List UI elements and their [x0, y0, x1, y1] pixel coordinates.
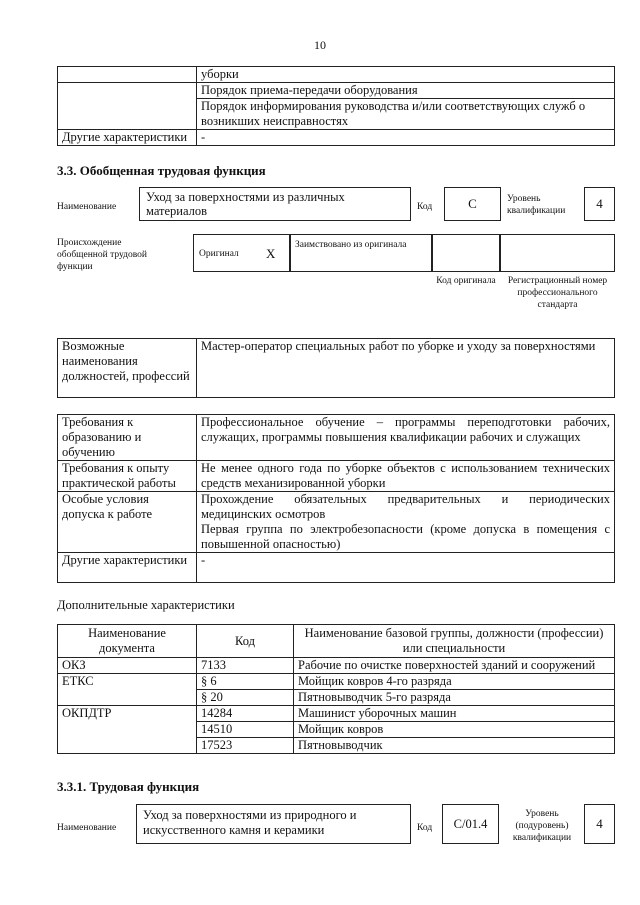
- table-row: [58, 130, 615, 146]
- name-value-box: [139, 187, 411, 221]
- table-cell-value: [197, 415, 615, 461]
- origin-label: Происхождение обобщенной трудовой функции: [57, 238, 147, 272]
- borrowed-box: [290, 234, 432, 272]
- name-value-box: [136, 804, 411, 844]
- original-box: [193, 234, 290, 272]
- table-header-row: [58, 625, 615, 658]
- table-cell-label: Другие характеристики: [58, 553, 197, 583]
- reg-number-caption: Регистрационный номер профессионального стандарта: [507, 276, 608, 310]
- code-original-caption: Код оригинала: [436, 276, 496, 286]
- additional-table: [57, 624, 615, 754]
- table-cell-name: Машинист уборочных машин: [294, 706, 615, 722]
- positions-table: [57, 338, 615, 398]
- text-line: возникших неисправностях: [201, 114, 349, 128]
- table-cell-doc: ОКПДТР: [58, 706, 197, 722]
- additional-heading: Дополнительные характеристики: [57, 598, 235, 612]
- text-line: Не менее одного года по уборке объектов с использованием технических: [201, 461, 610, 475]
- table-cell-doc: [58, 738, 197, 754]
- table-cell-code: § 6: [197, 674, 294, 690]
- name-value: Уход за поверхностями из природного и искусственного камня и керамики: [143, 808, 357, 837]
- table-row: [58, 706, 615, 722]
- text-line: Прохождение обязательных предварительных и периодических: [201, 492, 610, 506]
- table-cell-code: 14284: [197, 706, 294, 722]
- table-cell-value: [197, 492, 615, 553]
- page-number: 10: [314, 38, 326, 52]
- level-value: 4: [584, 187, 615, 221]
- table-cell-doc: ЕТКС: [58, 674, 197, 690]
- table-cell-value: -: [197, 553, 615, 583]
- table-row: [58, 722, 615, 738]
- requirements-table: [57, 414, 615, 583]
- section-heading: 3.3.1. Трудовая функция: [57, 779, 200, 794]
- level-label: Уровень (подуровень) квалификации: [512, 809, 572, 843]
- table-row: [58, 674, 615, 690]
- text-line: повышенной опасностью): [201, 537, 341, 551]
- text-line: служащих, программы повышения квалификации рабочих и служащих: [201, 430, 581, 444]
- table-row: [58, 738, 615, 754]
- table-row: [58, 415, 615, 461]
- table-cell-label: [58, 67, 197, 83]
- original-mark: X: [266, 246, 276, 261]
- table-cell-doc: ОКЗ: [58, 658, 197, 674]
- table-row: [58, 690, 615, 706]
- table-row: [58, 99, 615, 130]
- text-line: Порядок информирования руководства и/или соответствующих служб о: [201, 99, 586, 113]
- table-row: [58, 658, 615, 674]
- text-line: Профессиональное обучение – программы переподготовки рабочих,: [201, 415, 610, 429]
- level-label: Уровень квалификации: [507, 194, 566, 216]
- code-label: Код: [417, 202, 433, 212]
- table-cell-name: Рабочие по очистке поверхностей зданий и сооружений: [294, 658, 615, 674]
- table-cell-label: Особые условия допуска к работе: [58, 492, 197, 553]
- table-cell-name: Пятновыводчик: [294, 738, 615, 754]
- reg-number-box: [500, 234, 615, 272]
- table-cell-value: [197, 461, 615, 492]
- column-header-name: Наименование базовой группы, должности (профессии) или специальности: [294, 625, 615, 658]
- code-value: C: [444, 187, 501, 221]
- table-cell-doc: [58, 722, 197, 738]
- table-row: [58, 461, 615, 492]
- original-label: Оригинал: [199, 249, 239, 259]
- section-heading: 3.3. Обобщенная трудовая функция: [57, 163, 266, 178]
- table-cell-code: 14510: [197, 722, 294, 738]
- text-line: Первая группа по электробезопасности (кроме допуска в помещения с: [201, 522, 610, 536]
- name-value: Уход за поверхностями из различных материалов: [146, 190, 345, 218]
- table-row: [58, 67, 615, 83]
- table-cell-value: уборки: [197, 67, 615, 83]
- table-cell-value: Порядок приема-передачи оборудования: [197, 83, 615, 99]
- table-cell-label: Возможные наименования должностей, профессий: [58, 339, 197, 398]
- text-line: медицинских осмотров: [201, 507, 326, 521]
- table-row: [58, 339, 615, 398]
- borrowed-label: Заимствовано из оригинала: [295, 240, 407, 250]
- table-row: [58, 492, 615, 553]
- table-cell-code: § 20: [197, 690, 294, 706]
- table-cell-value: Мастер-оператор специальных работ по уборке и уходу за поверхностями: [197, 339, 615, 398]
- code-label: Код: [417, 823, 433, 833]
- table-cell-label: Требования к опыту практической работы: [58, 461, 197, 492]
- table-cell-name: Мойщик ковров: [294, 722, 615, 738]
- table-cell-code: 17523: [197, 738, 294, 754]
- table-cell-name: Пятновыводчик 5-го разряда: [294, 690, 615, 706]
- table-row: [58, 553, 615, 583]
- top-table: [57, 66, 615, 146]
- level-value: 4: [584, 804, 615, 844]
- table-cell-label: [58, 99, 197, 130]
- table-cell-doc: [58, 690, 197, 706]
- code-value: C/01.4: [442, 804, 499, 844]
- name-label: Наименование: [57, 202, 117, 212]
- table-cell-value: -: [197, 130, 615, 146]
- table-row: [58, 83, 615, 99]
- table-cell-value: [197, 99, 615, 130]
- name-label: Наименование: [57, 823, 117, 833]
- text-line: средств механизированной уборки: [201, 476, 386, 490]
- column-header-code: Код: [197, 625, 294, 658]
- column-header-document: Наименование документа: [58, 625, 197, 658]
- table-cell-label: Другие характеристики: [58, 130, 197, 146]
- table-cell-label: [58, 83, 197, 99]
- code-original-box: [432, 234, 500, 272]
- table-cell-label: Требования к образованию и обучению: [58, 415, 197, 461]
- table-cell-name: Мойщик ковров 4-го разряда: [294, 674, 615, 690]
- table-cell-code: 7133: [197, 658, 294, 674]
